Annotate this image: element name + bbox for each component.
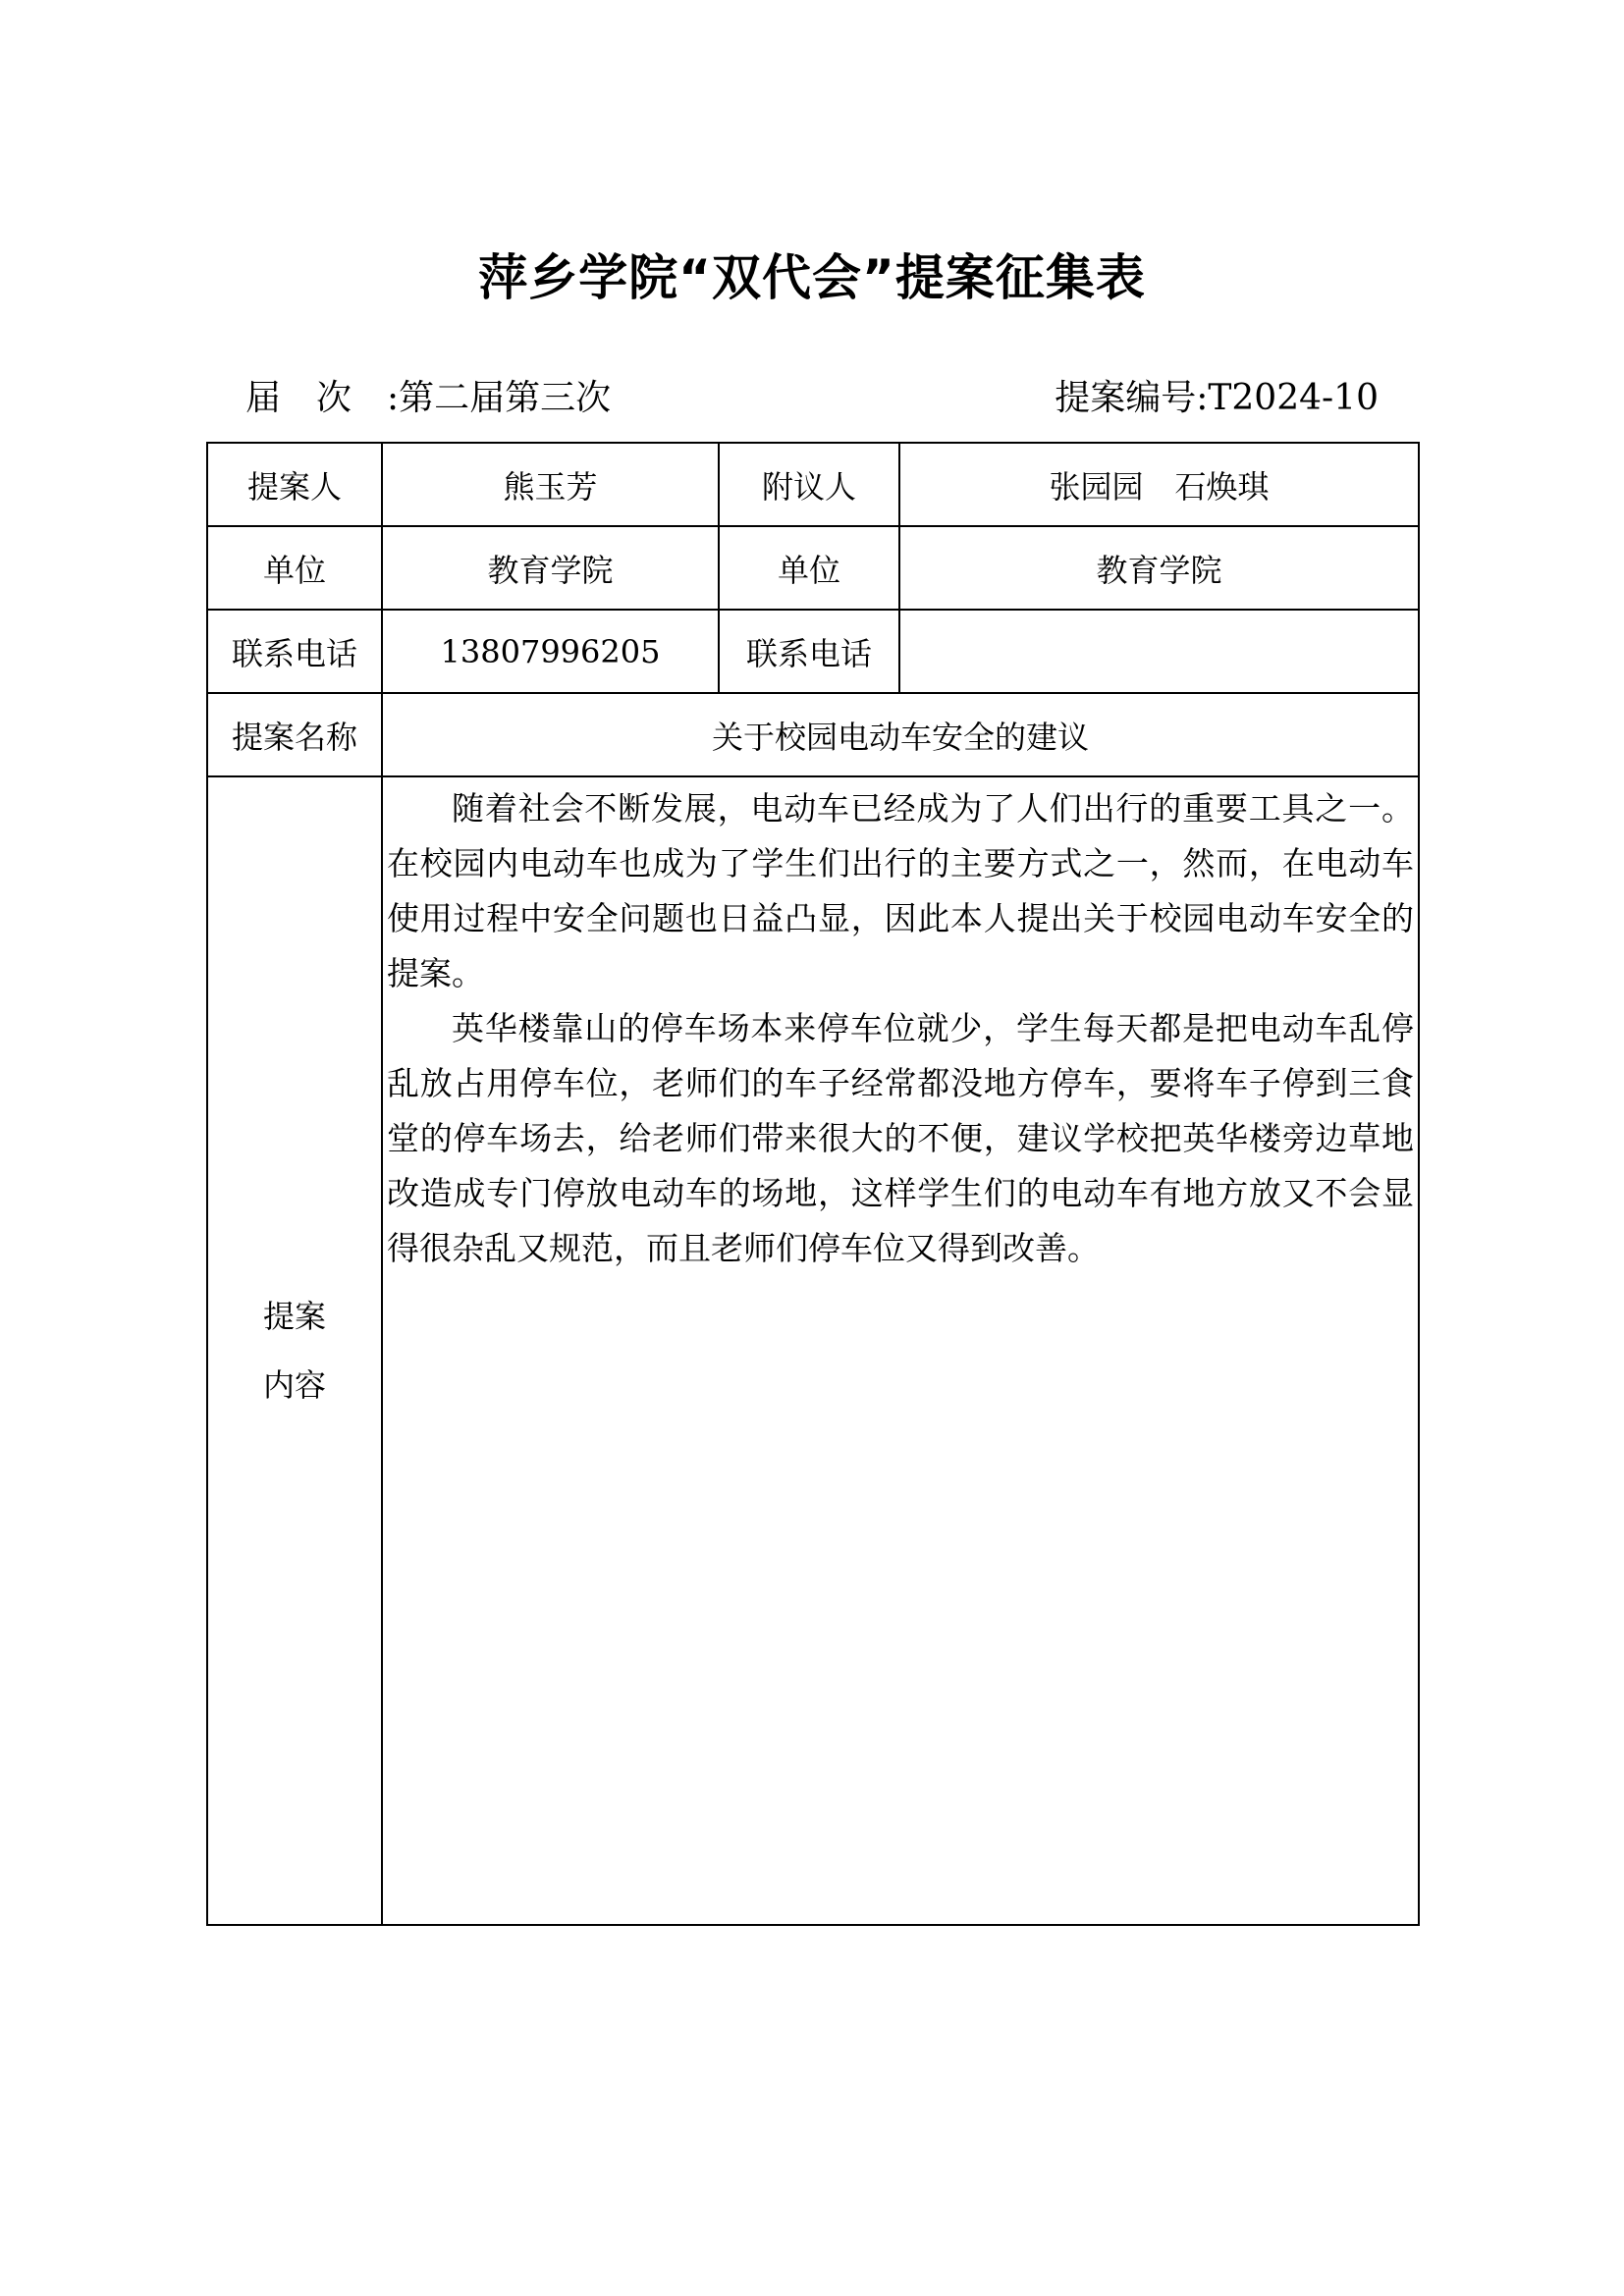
- content-label-line1: 提案: [262, 1298, 326, 1335]
- seconder-value: 张园园 石焕琪: [899, 443, 1419, 526]
- proposal-name-row: [207, 693, 1419, 776]
- proposer-unit-value: 教育学院: [382, 526, 719, 610]
- proposer-value: 熊玉芳: [382, 443, 719, 526]
- content-paragraph-1: 随着社会不断发展，电动车已经成为了人们出行的重要工具之一。在校园内电动车也成为了学生们出行的主要方式之一，然而，在电动车使用过程中安全问题也日益凸显，因此本人提出关于校园电动车安全的提案。: [387, 789, 1414, 992]
- proposer-label: 提案人: [207, 443, 382, 526]
- proposer-row: [207, 443, 1419, 526]
- session-label: 届次: [245, 378, 388, 418]
- seconder-phone-value: [899, 610, 1419, 693]
- proposal-content-label: [207, 776, 382, 1925]
- content-label-line2: 内容: [262, 1366, 326, 1404]
- seconder-phone-label: 联系电话: [719, 610, 899, 693]
- proposal-number-value: T2024-10: [1208, 378, 1379, 418]
- content-paragraph-2: 英华楼靠山的停车场本来停车位就少，学生每天都是把电动车乱停乱放占用停车位，老师们的车子经常都没地方停车，要将车子停到三食堂的停车场去，给老师们带来很大的不便，建议学校把英华楼旁边草地改造成专门停放电动车的场地，这样学生们的电动车有地方放又不会显得很杂乱又规范，而且老师们停车位又得到改善。: [387, 1009, 1414, 1267]
- proposal-name-value: 关于校园电动车安全的建议: [382, 693, 1419, 776]
- form-title: 萍乡学院“双代会”提案征集表: [478, 249, 1146, 306]
- seconder-unit-label: 单位: [719, 526, 899, 610]
- session-value: 第二届第三次: [399, 378, 612, 418]
- proposal-form-table: [206, 442, 1420, 1926]
- seconder-unit-value: 教育学院: [899, 526, 1419, 610]
- unit-row: [207, 526, 1419, 610]
- proposer-unit-label: 单位: [207, 526, 382, 610]
- proposal-number-info: [1055, 371, 1379, 426]
- proposal-name-label: 提案名称: [207, 693, 382, 776]
- proposer-phone-value: 13807996205: [382, 610, 719, 693]
- seconder-label: 附议人: [719, 443, 899, 526]
- proposal-content-body: [382, 776, 1419, 1925]
- proposal-content-row: [207, 776, 1419, 1925]
- session-colon: :: [387, 378, 400, 418]
- proposal-number-colon: :: [1196, 378, 1209, 418]
- proposer-phone-label: 联系电话: [207, 610, 382, 693]
- proposal-number-label: 提案编号: [1055, 378, 1197, 418]
- session-info: [245, 371, 611, 426]
- phone-row: [207, 610, 1419, 693]
